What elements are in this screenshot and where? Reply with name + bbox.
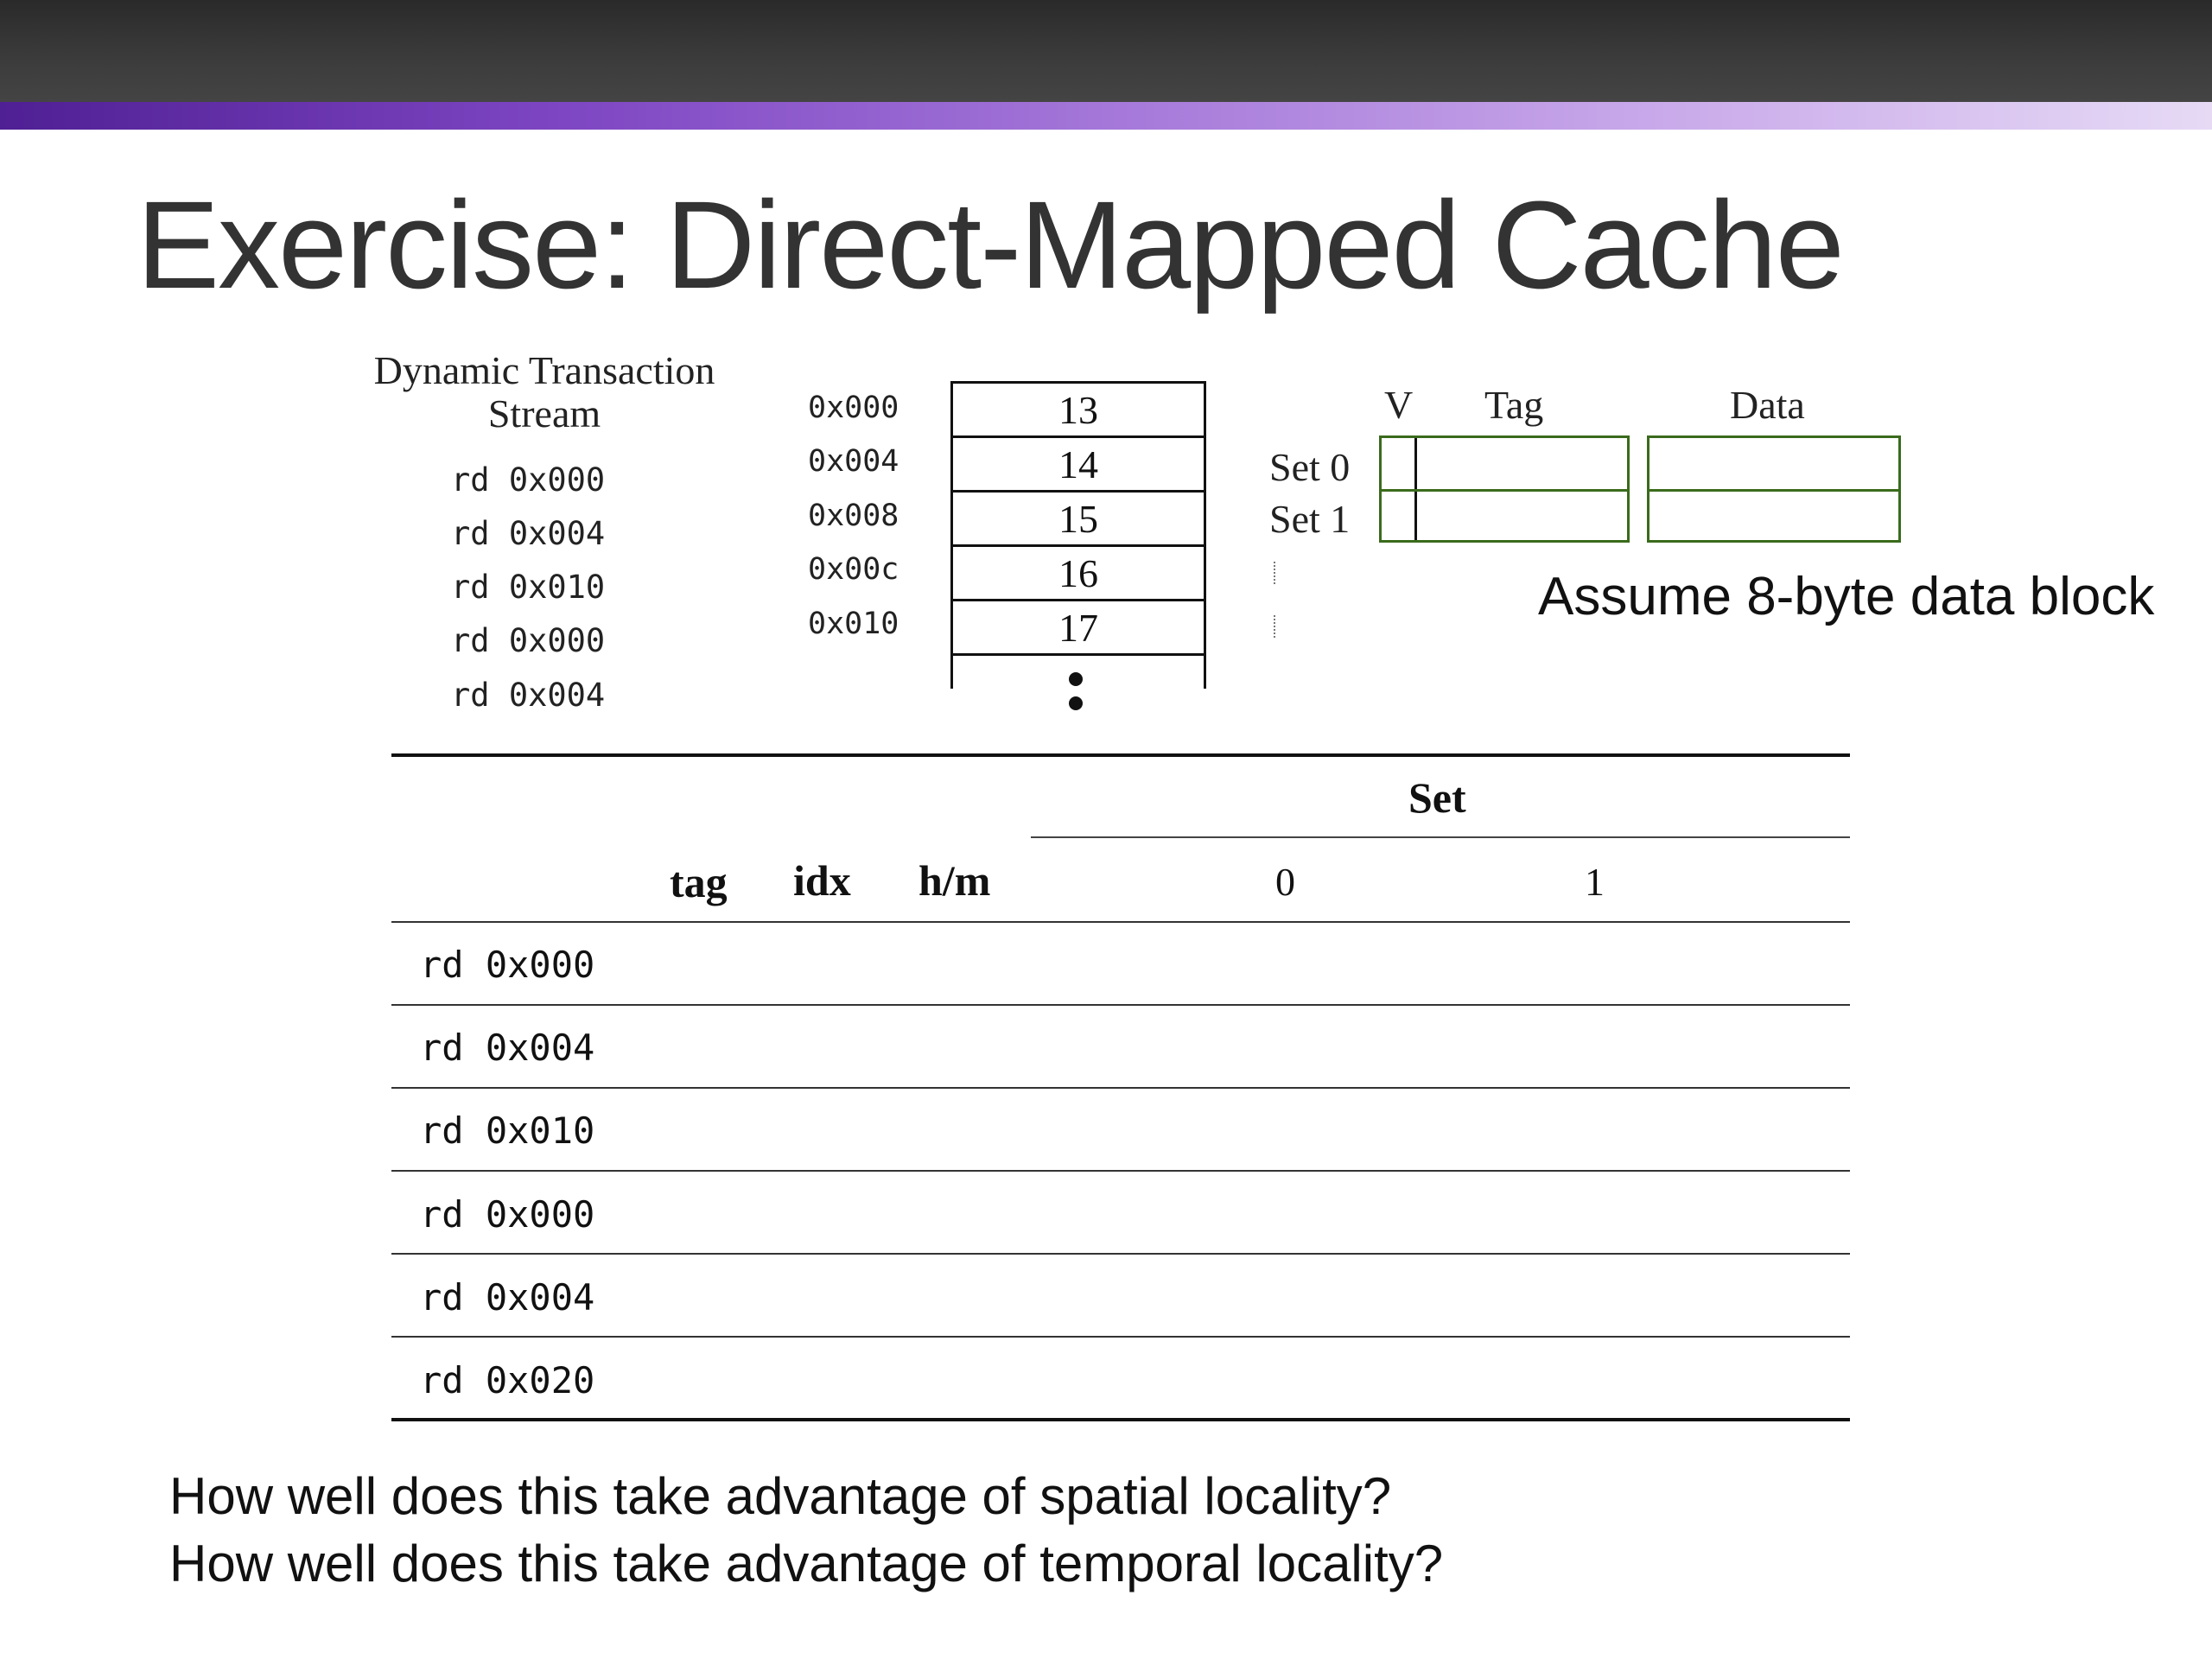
cache-data-header: Data [1730, 383, 1805, 427]
ellipsis-icon [1066, 672, 1085, 721]
set-divider [1382, 489, 1627, 492]
table-row: rd 0x010 [420, 1109, 595, 1152]
tag-column-header: tag [670, 858, 728, 906]
set-divider [1649, 489, 1898, 492]
dotted-continuation [1274, 562, 1275, 584]
stream-item: rd 0x004 [451, 515, 606, 552]
cache-tag-array [1379, 435, 1630, 543]
idx-column-header: idx [793, 856, 851, 905]
cache-valid-header: V [1384, 383, 1414, 427]
table-row-rule [391, 1336, 1850, 1338]
memory-cell: 14 [953, 438, 1204, 493]
slide-accent-stripe [0, 102, 2212, 130]
table-row: rd 0x004 [420, 1276, 595, 1319]
set-group-rule [1031, 836, 1850, 838]
stream-heading-line1: Dynamic Transaction [373, 348, 715, 392]
memory-cell: 17 [953, 601, 1204, 656]
cache-set-label: Set 1 [1269, 497, 1351, 541]
cache-data-array [1647, 435, 1901, 543]
dotted-continuation [1274, 615, 1275, 638]
table-row-rule [391, 1004, 1850, 1006]
slide-title: Exercise: Direct-Mapped Cache [137, 175, 1843, 315]
block-size-note: Assume 8-byte data block [1538, 567, 2155, 626]
memory-address: 0x008 [808, 499, 899, 533]
stream-item: rd 0x004 [451, 677, 606, 714]
memory-address: 0x00c [808, 552, 899, 587]
table-header-rule [391, 921, 1850, 923]
question-spatial-locality: How well does this take advantage of spatial locality? [169, 1467, 1392, 1525]
table-row-rule [391, 1170, 1850, 1172]
memory-cell: 16 [953, 547, 1204, 601]
set-column-group-header: Set [1408, 773, 1466, 822]
table-bottom-rule [391, 1418, 1850, 1421]
table-row-rule [391, 1253, 1850, 1255]
stream-heading-line2: Stream [487, 391, 601, 435]
stream-heading [328, 349, 760, 435]
memory-address: 0x010 [808, 607, 899, 641]
table-top-rule [391, 753, 1850, 757]
memory-cell: 13 [953, 384, 1204, 438]
table-row: rd 0x000 [420, 1193, 595, 1236]
stream-item: rd 0x000 [451, 461, 606, 499]
table-row: rd 0x004 [420, 1027, 595, 1069]
memory-address: 0x004 [808, 444, 899, 479]
slide-header-bar [0, 0, 2212, 102]
cache-set-label: Set 0 [1269, 445, 1351, 489]
hit-miss-column-header: h/m [918, 856, 991, 905]
stream-item: rd 0x000 [451, 622, 606, 659]
set-1-column-header: 1 [1585, 860, 1605, 904]
table-row: rd 0x000 [420, 944, 595, 986]
table-row-rule [391, 1087, 1850, 1089]
memory-cell: 15 [953, 493, 1204, 547]
cache-tag-header: Tag [1484, 383, 1544, 427]
question-temporal-locality: How well does this take advantage of temporal locality? [169, 1535, 1444, 1592]
table-row: rd 0x020 [420, 1359, 595, 1402]
memory-address: 0x000 [808, 391, 899, 425]
stream-item: rd 0x010 [451, 569, 606, 606]
set-0-column-header: 0 [1275, 860, 1295, 904]
memory-array [950, 381, 1206, 689]
